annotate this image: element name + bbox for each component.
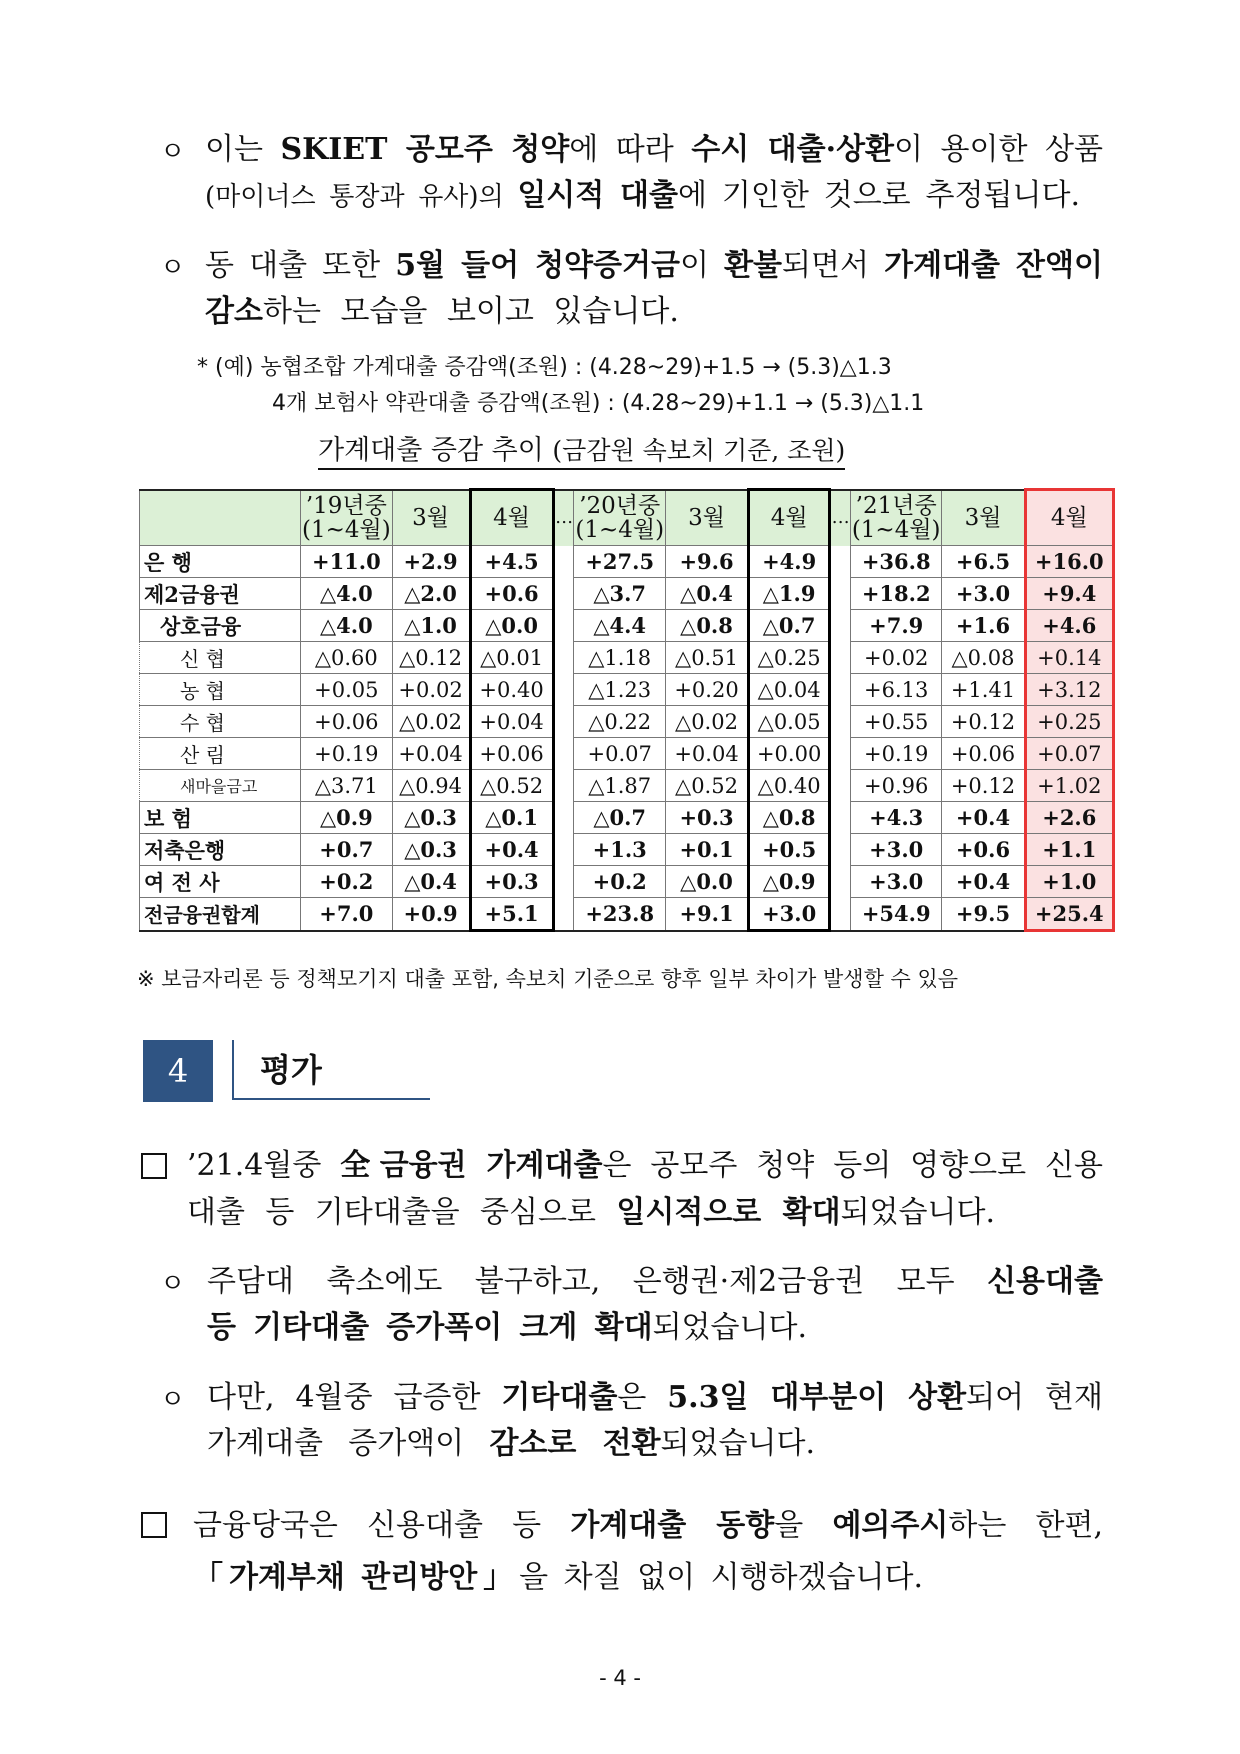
text-bold: 감소로 전환 xyxy=(489,1426,661,1461)
row-label: 제2금융권 xyxy=(140,578,301,610)
gap-cell xyxy=(830,738,851,770)
table-cell: +0.55 xyxy=(850,706,941,738)
header-y20-apr: 4월 xyxy=(749,490,830,546)
table-row xyxy=(140,866,1114,898)
table-cell: +0.02 xyxy=(850,642,941,674)
table-cell: △1.23 xyxy=(574,674,665,706)
table-cell: +2.6 xyxy=(1025,802,1113,834)
row-label: 전금융권합계 xyxy=(140,898,301,931)
table-cell: △0.05 xyxy=(749,706,830,738)
table-cell: +1.1 xyxy=(1025,834,1113,866)
table-cell: +0.4 xyxy=(942,866,1025,898)
table-cell: +0.00 xyxy=(749,738,830,770)
gap-cell xyxy=(553,642,574,674)
text: 되었습니다. xyxy=(652,1310,807,1345)
table-cell: +5.1 xyxy=(470,898,553,931)
eval-b2-line2 xyxy=(207,1302,807,1346)
table-cell: △0.94 xyxy=(392,770,470,802)
table-cell: +0.2 xyxy=(301,866,392,898)
table-cell: △0.08 xyxy=(942,642,1025,674)
text-bold: 「가계부채 관리방안」 xyxy=(193,1560,520,1595)
table-cell: +3.12 xyxy=(1025,674,1113,706)
table-cell: +3.0 xyxy=(942,578,1025,610)
gap-cell xyxy=(830,706,851,738)
table-cell: +7.0 xyxy=(301,898,392,931)
table-cell: △0.7 xyxy=(574,802,665,834)
example-note-line2: 4개 보험사 약관대출 증감액(조원) : (4.28~29)+1.1 → (5.3)△1.1 xyxy=(272,391,925,416)
table-cell: △0.52 xyxy=(665,770,748,802)
text: 이 용이한 상품 xyxy=(894,132,1103,167)
text: 되었습니다. xyxy=(840,1195,996,1230)
table-title xyxy=(318,428,845,470)
table-cell: +6.5 xyxy=(942,546,1025,578)
table-title-text: 가계대출 증감 추이 xyxy=(318,435,544,466)
table-cell: +1.02 xyxy=(1025,770,1113,802)
text: 은 공모주 청약 등의 영향으로 신용 xyxy=(602,1148,1103,1183)
table-cell: △0.60 xyxy=(301,642,392,674)
table-cell: △1.87 xyxy=(574,770,665,802)
table-row xyxy=(140,610,1114,642)
text: 가계대출 증가액이 xyxy=(207,1426,490,1461)
row-label: 농 협 xyxy=(140,674,301,706)
gap-cell xyxy=(830,610,851,642)
text-bold: 기타대출 xyxy=(501,1380,618,1415)
table-cell: +0.12 xyxy=(942,706,1025,738)
table-cell: +0.5 xyxy=(749,834,830,866)
text-bold: 일시적으로 확대 xyxy=(616,1195,841,1230)
table-cell: +9.6 xyxy=(665,546,748,578)
text-bold: 일시적 대출 xyxy=(517,178,679,213)
table-row xyxy=(140,802,1114,834)
table-cell: +0.4 xyxy=(470,834,553,866)
gap-cell xyxy=(830,866,851,898)
table-cell: +36.8 xyxy=(850,546,941,578)
eval-b4-line2 xyxy=(193,1552,923,1596)
table-cell: △0.12 xyxy=(392,642,470,674)
text: 이 xyxy=(679,248,725,283)
table-cell: +9.4 xyxy=(1025,578,1113,610)
page-number: - 4 - xyxy=(599,1666,641,1690)
table-row xyxy=(140,642,1114,674)
table-cell: △0.01 xyxy=(470,642,553,674)
table-cell: △3.71 xyxy=(301,770,392,802)
text-bold: 환불 xyxy=(724,248,783,283)
header-corner xyxy=(140,490,301,546)
table-row xyxy=(140,578,1114,610)
table-cell: △0.8 xyxy=(749,802,830,834)
table-cell: △0.9 xyxy=(301,802,392,834)
table-cell: +0.1 xyxy=(665,834,748,866)
text-bold: 5월 들어 청약증거금 xyxy=(395,248,680,283)
gap-cell xyxy=(553,802,574,834)
gap-cell xyxy=(553,610,574,642)
row-label: 은 행 xyxy=(140,546,301,578)
table-cell: +0.02 xyxy=(392,674,470,706)
gap-cell xyxy=(553,834,574,866)
table-cell: +9.5 xyxy=(942,898,1025,931)
header-y21-apr: 4월 xyxy=(1025,490,1113,546)
text-bold: 신용대출 xyxy=(987,1264,1103,1299)
table-subtitle: (금감원 속보치 기준, 조원) xyxy=(552,436,846,465)
gap-cell xyxy=(553,866,574,898)
gap-cell xyxy=(830,834,851,866)
header-y19-apr: 4월 xyxy=(470,490,553,546)
text: 을 차질 없이 시행하겠습니다. xyxy=(519,1560,923,1595)
table-cell: △0.52 xyxy=(470,770,553,802)
text-bold: 가계대출 잔액이 xyxy=(884,248,1103,283)
table-row xyxy=(140,738,1114,770)
text: 주담대 축소에도 불구하고, 은행권·제2금융권 모두 xyxy=(207,1264,988,1299)
table-cell: +0.07 xyxy=(574,738,665,770)
table-cell: +1.41 xyxy=(942,674,1025,706)
row-label: 새마을금고 xyxy=(140,770,301,802)
table-cell: +7.9 xyxy=(850,610,941,642)
table-cell: +0.19 xyxy=(301,738,392,770)
table-cell: +27.5 xyxy=(574,546,665,578)
text: 다만, 4월중 급증한 xyxy=(207,1380,502,1415)
gap-cell xyxy=(553,578,574,610)
table-cell: △0.0 xyxy=(470,610,553,642)
table-cell: △0.3 xyxy=(392,802,470,834)
header-y19-mar: 3월 xyxy=(392,490,470,546)
table-cell: △1.0 xyxy=(392,610,470,642)
table-cell: +2.9 xyxy=(392,546,470,578)
table-cell: △0.40 xyxy=(749,770,830,802)
table-cell: △4.0 xyxy=(301,578,392,610)
gap-cell xyxy=(553,770,574,802)
row-label: 여 전 사 xyxy=(140,866,301,898)
table-cell: △0.4 xyxy=(392,866,470,898)
table-row xyxy=(140,898,1114,931)
table-cell: +0.06 xyxy=(942,738,1025,770)
gap-cell xyxy=(830,802,851,834)
table-row xyxy=(140,770,1114,802)
table-cell: +1.3 xyxy=(574,834,665,866)
text: 하는 모습을 보이고 있습니다. xyxy=(262,294,679,329)
table-cell: △4.0 xyxy=(301,610,392,642)
table-cell: △3.7 xyxy=(574,578,665,610)
table-cell: +0.06 xyxy=(301,706,392,738)
table-row xyxy=(140,546,1114,578)
circle-bullet: ㅇ xyxy=(160,137,186,167)
table-cell: +54.9 xyxy=(850,898,941,931)
gap-cell xyxy=(553,706,574,738)
text: 은 xyxy=(617,1380,668,1415)
eval-b1-line1 xyxy=(187,1140,1103,1184)
text-bold: 감소 xyxy=(205,294,263,329)
table-cell: +4.3 xyxy=(850,802,941,834)
row-label: 산 림 xyxy=(140,738,301,770)
table-cell: △0.02 xyxy=(392,706,470,738)
gap-cell xyxy=(553,898,574,931)
text: 을 xyxy=(774,1508,833,1543)
table-cell: +0.4 xyxy=(942,802,1025,834)
table-cell: +0.20 xyxy=(665,674,748,706)
row-label: 신 협 xyxy=(140,642,301,674)
gap-cell xyxy=(830,546,851,578)
table-cell: +4.6 xyxy=(1025,610,1113,642)
table-row xyxy=(140,706,1114,738)
table-cell: +0.04 xyxy=(665,738,748,770)
header-y21: ’21년중 (1~4월) xyxy=(850,490,941,546)
text-bold: 가계대출 동향 xyxy=(570,1508,775,1543)
eval-b1-line2 xyxy=(187,1187,995,1231)
table-cell: △0.1 xyxy=(470,802,553,834)
text: 에 기인한 것으로 추정됩니다. xyxy=(678,178,1080,213)
table-cell: +3.0 xyxy=(850,834,941,866)
header-y20: ’20년중 (1~4월) xyxy=(574,490,665,546)
table-row xyxy=(140,834,1114,866)
table-cell: △0.51 xyxy=(665,642,748,674)
text: (마이너스 통장과 유사)의 xyxy=(205,182,518,212)
table-cell: +0.3 xyxy=(665,802,748,834)
circle-bullet: ㅇ xyxy=(160,253,186,283)
table-cell: +11.0 xyxy=(301,546,392,578)
text-bold: 5.3일 대부분이 상환 xyxy=(667,1380,967,1415)
text: 금융당국은 신용대출 등 xyxy=(193,1508,571,1543)
table-cell: +25.4 xyxy=(1025,898,1113,931)
table-cell: △0.25 xyxy=(749,642,830,674)
table-cell: △2.0 xyxy=(392,578,470,610)
table-cell: +4.5 xyxy=(470,546,553,578)
table-cell: △1.18 xyxy=(574,642,665,674)
gap-cell xyxy=(553,738,574,770)
table-cell: +0.14 xyxy=(1025,642,1113,674)
table-cell: △0.9 xyxy=(749,866,830,898)
table-cell: △4.4 xyxy=(574,610,665,642)
header-y20-mar: 3월 xyxy=(665,490,748,546)
table-cell: +0.2 xyxy=(574,866,665,898)
text: 동 대출 또한 xyxy=(205,248,396,283)
table-footnote: ※ 보금자리론 등 정책모기지 대출 포함, 속보치 기준으로 향후 일부 차이가 발생할 수 있음 xyxy=(137,967,959,991)
text-bold: 수시 대출·상환 xyxy=(691,132,895,167)
table-cell: △0.04 xyxy=(749,674,830,706)
p2-line2 xyxy=(205,286,679,330)
table-cell: +6.13 xyxy=(850,674,941,706)
checkbox-bullet xyxy=(141,1153,167,1179)
table-cell: +3.0 xyxy=(850,866,941,898)
text-bold: SKIET 공모주 청약 xyxy=(280,132,570,167)
table-cell: △0.7 xyxy=(749,610,830,642)
gap-cell xyxy=(553,546,574,578)
checkbox-bullet xyxy=(141,1512,167,1538)
table-cell: +0.9 xyxy=(392,898,470,931)
text: 되면서 xyxy=(782,248,885,283)
table-cell: +0.04 xyxy=(470,706,553,738)
p1-line1 xyxy=(205,124,1103,168)
table-cell: +0.40 xyxy=(470,674,553,706)
table-cell: △0.02 xyxy=(665,706,748,738)
p2-line1 xyxy=(205,240,1103,284)
table-cell: △0.3 xyxy=(392,834,470,866)
table-cell: +0.25 xyxy=(1025,706,1113,738)
table-cell: +0.3 xyxy=(470,866,553,898)
row-label: 수 협 xyxy=(140,706,301,738)
table-cell: +0.05 xyxy=(301,674,392,706)
table-header-row xyxy=(140,490,1114,546)
text: 대출 등 기타대출을 중심으로 xyxy=(187,1195,617,1230)
section-number: 4 xyxy=(143,1040,213,1102)
table-cell: +23.8 xyxy=(574,898,665,931)
example-note-line1: * (예) 농협조합 가계대출 증감액(조원) : (4.28~29)+1.5 → (5.3)△1.3 xyxy=(197,355,892,380)
gap-cell xyxy=(830,898,851,931)
eval-b4-line1 xyxy=(193,1500,1103,1544)
eval-b2-line1 xyxy=(207,1256,1103,1300)
table-cell: +0.7 xyxy=(301,834,392,866)
table-cell: △0.4 xyxy=(665,578,748,610)
gap-cell xyxy=(830,674,851,706)
text: 하는 한편, xyxy=(948,1508,1103,1543)
row-label: 상호금융 xyxy=(140,610,301,642)
text-bold: 예의주시 xyxy=(832,1508,949,1543)
table-cell: +0.07 xyxy=(1025,738,1113,770)
text: 이는 xyxy=(205,132,281,167)
gap-cell xyxy=(830,770,851,802)
circle-bullet: ㅇ xyxy=(160,1269,186,1299)
text-bold: 등 기타대출 증가폭이 크게 확대 xyxy=(207,1310,653,1345)
table-cell: △0.22 xyxy=(574,706,665,738)
table-cell: +0.6 xyxy=(942,834,1025,866)
table-cell: △1.9 xyxy=(749,578,830,610)
table-cell: +18.2 xyxy=(850,578,941,610)
table-cell: +3.0 xyxy=(749,898,830,931)
eval-b3-line2 xyxy=(207,1418,815,1462)
circle-bullet: ㅇ xyxy=(160,1385,186,1415)
table-cell: +0.19 xyxy=(850,738,941,770)
header-y19: ’19년중 (1~4월) xyxy=(301,490,392,546)
table-cell: +0.12 xyxy=(942,770,1025,802)
table-cell: △0.8 xyxy=(665,610,748,642)
p1-line2 xyxy=(205,170,1080,214)
table-cell: +1.6 xyxy=(942,610,1025,642)
table-cell: +0.06 xyxy=(470,738,553,770)
table-cell: △0.0 xyxy=(665,866,748,898)
gap-mark: … xyxy=(553,490,574,546)
text: 되었습니다. xyxy=(660,1426,815,1461)
text: 되어 현재 xyxy=(966,1380,1103,1415)
table-cell: +16.0 xyxy=(1025,546,1113,578)
table-cell: +9.1 xyxy=(665,898,748,931)
gap-cell xyxy=(830,578,851,610)
row-label: 보 험 xyxy=(140,802,301,834)
text: 에 따라 xyxy=(569,132,692,167)
table-cell: +1.0 xyxy=(1025,866,1113,898)
gap-mark: … xyxy=(830,490,851,546)
table-cell: +4.9 xyxy=(749,546,830,578)
gap-cell xyxy=(553,674,574,706)
text: ’21.4월중 xyxy=(187,1148,341,1183)
table-cell: +0.6 xyxy=(470,578,553,610)
text-bold: 全금융권 가계대출 xyxy=(340,1148,603,1183)
loan-change-table xyxy=(139,488,1115,932)
row-label: 저축은행 xyxy=(140,834,301,866)
gap-cell xyxy=(830,642,851,674)
eval-b3-line1 xyxy=(207,1372,1103,1416)
table-row xyxy=(140,674,1114,706)
table-cell: +0.04 xyxy=(392,738,470,770)
table-cell: +0.96 xyxy=(850,770,941,802)
section-title: 평가 xyxy=(232,1040,430,1100)
header-y21-mar: 3월 xyxy=(942,490,1025,546)
